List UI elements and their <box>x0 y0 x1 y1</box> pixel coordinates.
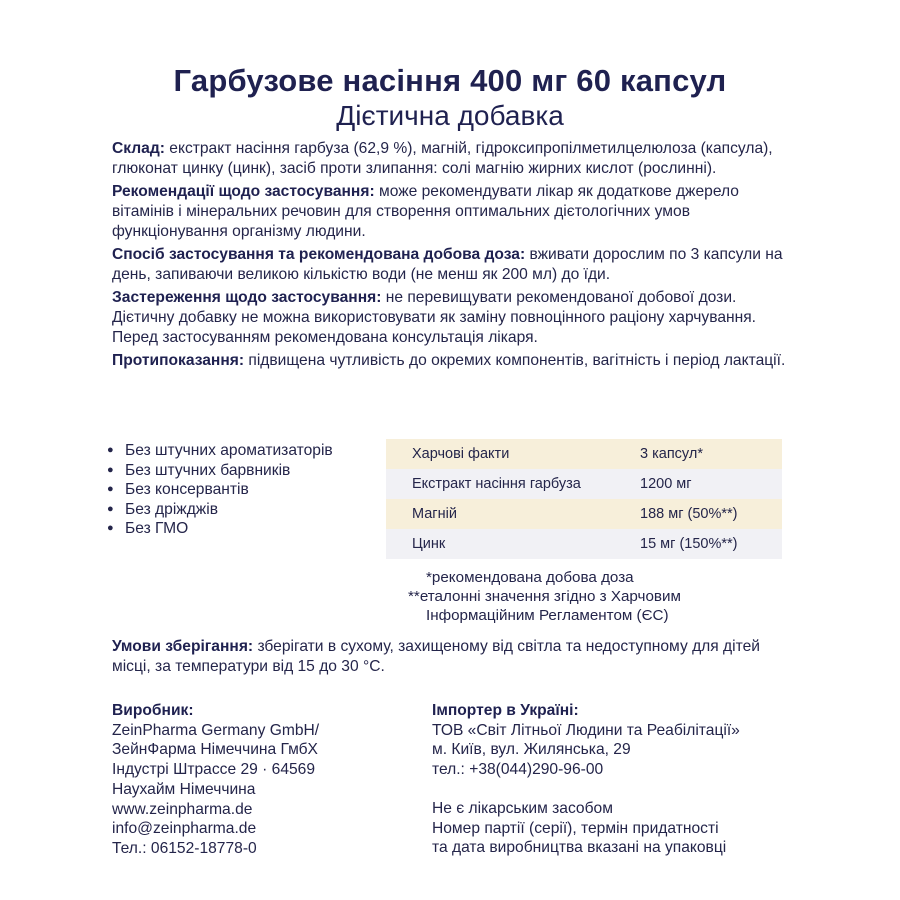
section-text: підвищена чутливість до окремих компонентів, вагітність і період лактації. <box>244 352 786 369</box>
storage-label: Умови зберігання: <box>112 638 254 655</box>
fact-name: Харчові факти <box>386 439 640 469</box>
section-warnings <box>112 288 802 348</box>
section-label: Протипоказання: <box>112 352 245 369</box>
section-label: Застереження щодо застосування: <box>112 289 382 306</box>
batch-note: та дата виробництва вказані на упаковці <box>432 839 727 857</box>
manufacturer-website: www.zeinpharma.de <box>112 800 253 818</box>
section-dosage <box>112 245 802 285</box>
importer-line: ТОВ «Світ Літньої Людини та Реабілітації» <box>432 721 740 739</box>
section-text: екстракт насіння гарбуза (62,9 %), магній, гідроксипропілметилцелюлоза (капсула), глюконат цинку (цинк), засіб проти злипання: солі магнію жирних кислот (рослинні). <box>112 140 773 177</box>
storage-text: зберігати в сухому, захищеному від світла та недоступному для дітей місці, за температури від 15 до 30 °С. <box>112 638 760 675</box>
storage-conditions <box>112 637 802 677</box>
importer-label: Імпортер в Україні: <box>432 702 579 719</box>
list-item: ● Без ГМО <box>107 519 333 539</box>
section-composition <box>112 139 802 179</box>
manufacturer-line: Наухайм Німеччина <box>112 780 256 798</box>
fact-value: 1200 мг <box>640 469 782 499</box>
fact-name: Екстракт насіння гарбуза <box>386 469 640 499</box>
spacer <box>432 780 740 799</box>
importer-block <box>432 701 740 858</box>
manufacturer-email: info@zeinpharma.de <box>112 820 257 838</box>
not-medicine-note: Не є лікарським засобом <box>432 799 613 817</box>
manufacturer-line: ZeinPharma Germany GmbH/ <box>112 721 320 739</box>
importer-line: м. Київ, вул. Жилянська, 29 <box>432 741 631 759</box>
section-text: може рекомендувати лікар як додаткове джерело вітамінів і мінеральних речовин для створення оптимальних дієтологічних умов функціонування організму людини. <box>112 183 739 240</box>
nutrition-facts-table <box>386 439 782 559</box>
list-item: ● Без консервантів <box>107 480 333 500</box>
free-from-list <box>107 441 333 539</box>
fact-value: 188 мг (50%**) <box>640 499 782 529</box>
product-title: Гарбузове насіння 400 мг 60 капсул <box>173 63 727 98</box>
section-label: Рекомендації щодо застосування: <box>112 183 375 200</box>
section-text: вживати дорослим по 3 капсули на день, запиваючи великою кількістю води (не менш як 200 мл) до їди. <box>112 246 783 283</box>
section-text: не перевищувати рекомендованої добової дози. Дієтичну добавку не можна використовувати як заміну повноцінного раціону харчування. Перед застосуванням рекомендована консультація лікаря. <box>112 289 757 346</box>
table-row <box>386 439 782 469</box>
table-row <box>386 529 782 559</box>
section-recommendations <box>112 182 802 242</box>
fact-value: 15 мг (150%**) <box>640 529 782 559</box>
fact-name: Магній <box>386 499 640 529</box>
footnote-reference-values: **еталонні значення згідно з Харчовим <box>408 588 681 605</box>
footnote-daily-dose: *рекомендована добова доза <box>426 569 634 586</box>
footnotes <box>408 568 681 625</box>
manufacturer-block <box>112 701 319 859</box>
list-item: ● Без штучних ароматизаторів <box>107 441 333 461</box>
fact-name: Цинк <box>386 529 640 559</box>
section-contraindications <box>112 351 802 371</box>
fact-value: 3 капсул* <box>640 439 782 469</box>
section-label: Спосіб застосування та рекомендована добова доза: <box>112 246 526 263</box>
footnote-regulation: Інформаційним Регламентом (ЄС) <box>426 607 669 624</box>
manufacturer-line: Індустрі Штрассе 29 · 64569 <box>112 761 316 779</box>
label-body <box>112 139 802 374</box>
batch-note: Номер партії (серії), термін придатності <box>432 819 719 837</box>
table-row <box>386 499 782 529</box>
section-label: Склад: <box>112 140 165 157</box>
manufacturer-line: ЗейнФарма Німеччина ГмбХ <box>112 741 318 759</box>
importer-phone: тел.: +38(044)290-96-00 <box>432 761 604 779</box>
product-subtitle: Дієтична добавка <box>336 100 564 131</box>
manufacturer-phone: Тел.: 06152-18778-0 <box>112 839 257 857</box>
list-item: ● Без дріжджів <box>107 500 333 520</box>
manufacturer-label: Виробник: <box>112 702 194 719</box>
table-row <box>386 469 782 499</box>
list-item: ● Без штучних барвників <box>107 461 333 481</box>
